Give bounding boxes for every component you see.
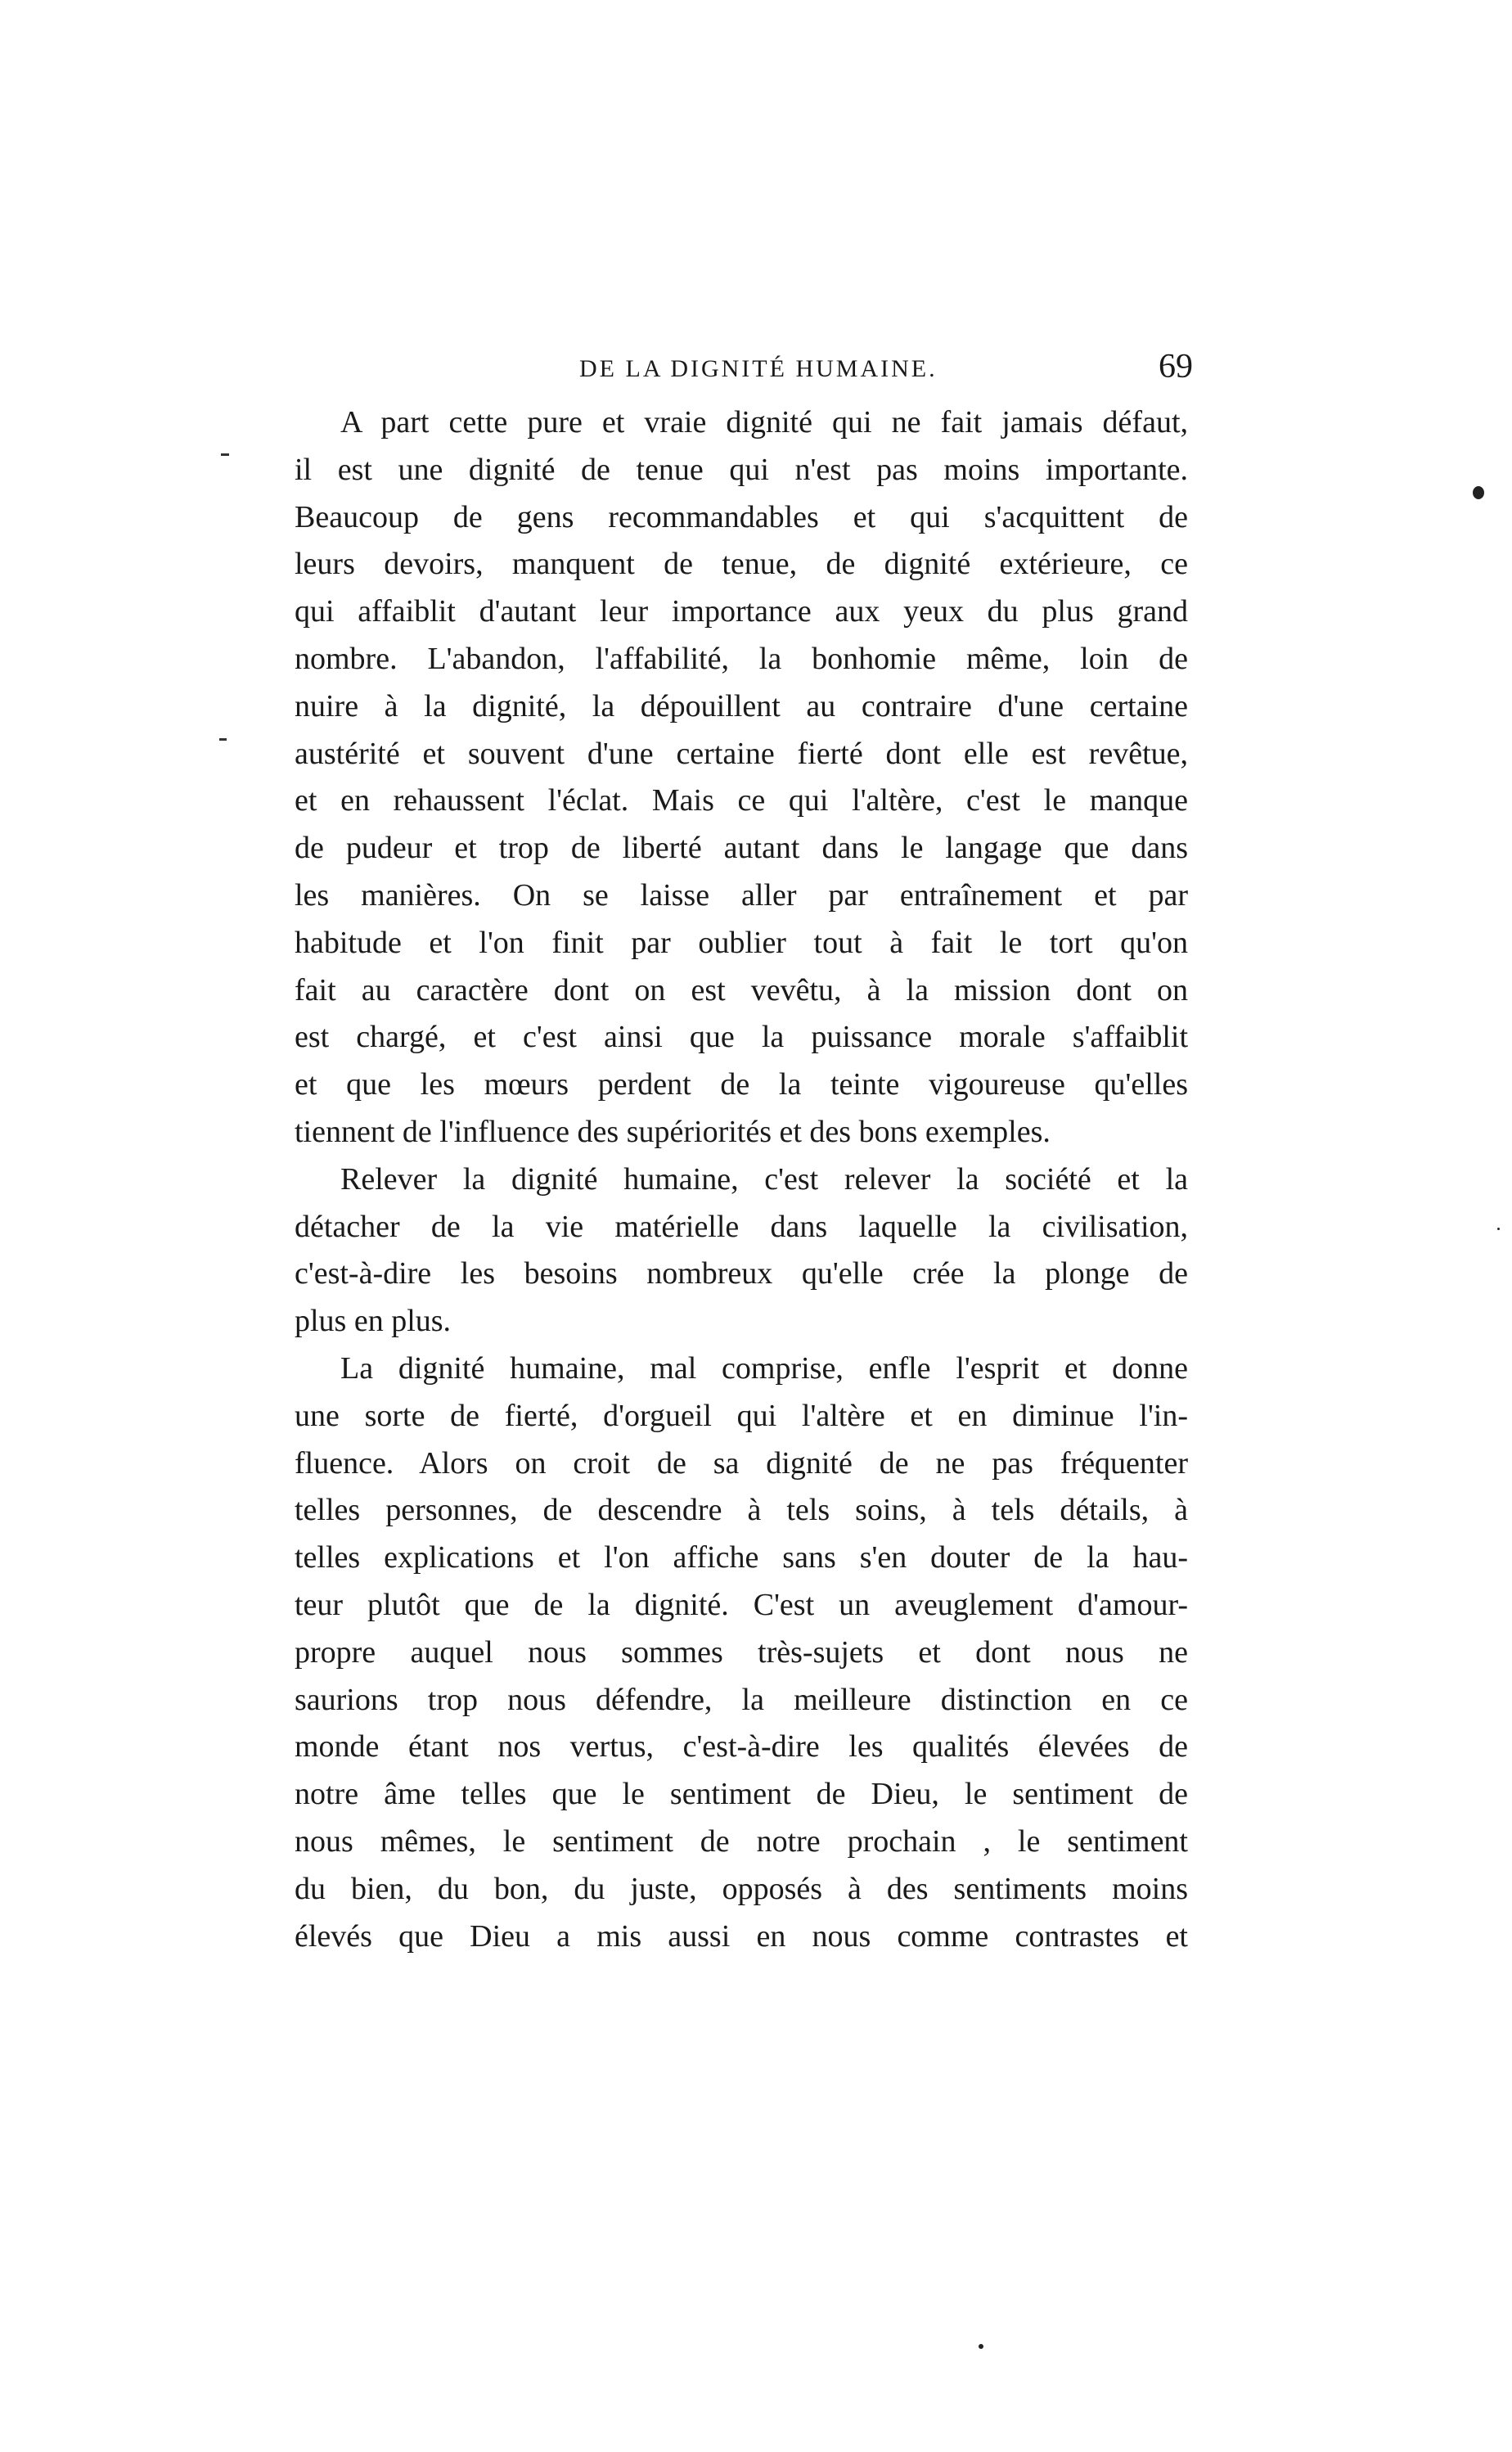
- text-line: notre âme telles que le sentiment de Dieu, le sentiment de: [295, 1777, 1188, 1812]
- ink-speck: [979, 2344, 983, 2349]
- text-line: et en rehaussent l'éclat. Mais ce qui l'altère, c'est le manque: [295, 783, 1188, 818]
- text-line: de pudeur et trop de liberté autant dans le langage que dans: [295, 831, 1188, 866]
- text-line: les manières. On se laisse aller par entraînement et par: [295, 877, 1188, 913]
- text-line: telles explications et l'on affiche sans s'en douter de la hau-: [295, 1540, 1188, 1575]
- text-line: austérité et souvent d'une certaine fierté dont elle est revêtue,: [295, 736, 1188, 771]
- text-line: propre auquel nous sommes très-sujets et dont nous ne: [295, 1634, 1188, 1670]
- text-line: fluence. Alors on croit de sa dignité de ne pas fréquenter: [295, 1445, 1188, 1481]
- text-line: nuire à la dignité, la dépouillent au contraire d'une certaine: [295, 688, 1188, 723]
- text-line: fait au caractère dont on est vevêtu, à la mission dont on: [295, 972, 1188, 1007]
- text-line: La dignité humaine, mal comprise, enfle l'esprit et donne: [340, 1350, 1188, 1386]
- text-line: Relever la dignité humaine, c'est relever la société et la: [340, 1161, 1188, 1197]
- text-line: il est une dignité de tenue qui n'est pas moins importante.: [295, 452, 1188, 487]
- running-title: DE LA DIGNITÉ HUMAINE.: [579, 355, 938, 382]
- text-line: c'est-à-dire les besoins nombreux qu'elle crée la plonge de: [295, 1256, 1188, 1291]
- text-line: A part cette pure et vraie dignité qui ne fait jamais défaut,: [340, 405, 1188, 439]
- text-line: leurs devoirs, manquent de tenue, de dignité extérieure, ce: [295, 547, 1188, 582]
- text-line: qui affaiblit d'autant leur importance aux yeux du plus grand: [295, 594, 1188, 629]
- text-line: monde étant nos vertus, c'est-à-dire les qualités élevées de: [295, 1729, 1188, 1765]
- text-line: telles personnes, de descendre à tels soins, à tels détails, à: [295, 1493, 1188, 1528]
- text-line: élevés que Dieu a mis aussi en nous comme contrastes et: [295, 1918, 1188, 1954]
- body-text: [295, 399, 1188, 1960]
- text-line: détacher de la vie matérielle dans laquelle la civilisation,: [295, 1209, 1188, 1244]
- text-line: habitude et l'on finit par oublier tout à fait le tort qu'on: [295, 925, 1188, 960]
- text-line: teur plutôt que de la dignité. C'est un aveuglement d'amour-: [295, 1587, 1188, 1622]
- text-line: plus en plus.: [295, 1304, 452, 1339]
- ink-speck: [1473, 486, 1484, 499]
- page-number: 69: [1159, 348, 1193, 385]
- text-line: une sorte de fierté, d'orgueil qui l'altère et en diminue l'in-: [295, 1398, 1188, 1433]
- text-line: nombre. L'abandon, l'affabilité, la bonhomie même, loin de: [295, 641, 1188, 676]
- ink-speck: [1497, 1228, 1500, 1230]
- text-line: et que les mœurs perdent de la teinte vigoureuse qu'elles: [295, 1067, 1188, 1102]
- ink-mark: [219, 738, 227, 741]
- text-line: tiennent de l'influence des supériorités et des bons exemples.: [295, 1114, 1051, 1149]
- text-line: saurions trop nous défendre, la meilleure distinction en ce: [295, 1682, 1188, 1717]
- running-head: [301, 347, 1193, 396]
- text-line: est chargé, et c'est ainsi que la puissance morale s'affaiblit: [295, 1020, 1188, 1055]
- text-line: du bien, du bon, du juste, opposés à des sentiments moins: [295, 1871, 1188, 1906]
- text-line: Beaucoup de gens recommandables et qui s'acquittent de: [295, 499, 1188, 534]
- ink-mark: [221, 453, 229, 456]
- text-line: nous mêmes, le sentiment de notre prochain , le sentiment: [295, 1823, 1188, 1859]
